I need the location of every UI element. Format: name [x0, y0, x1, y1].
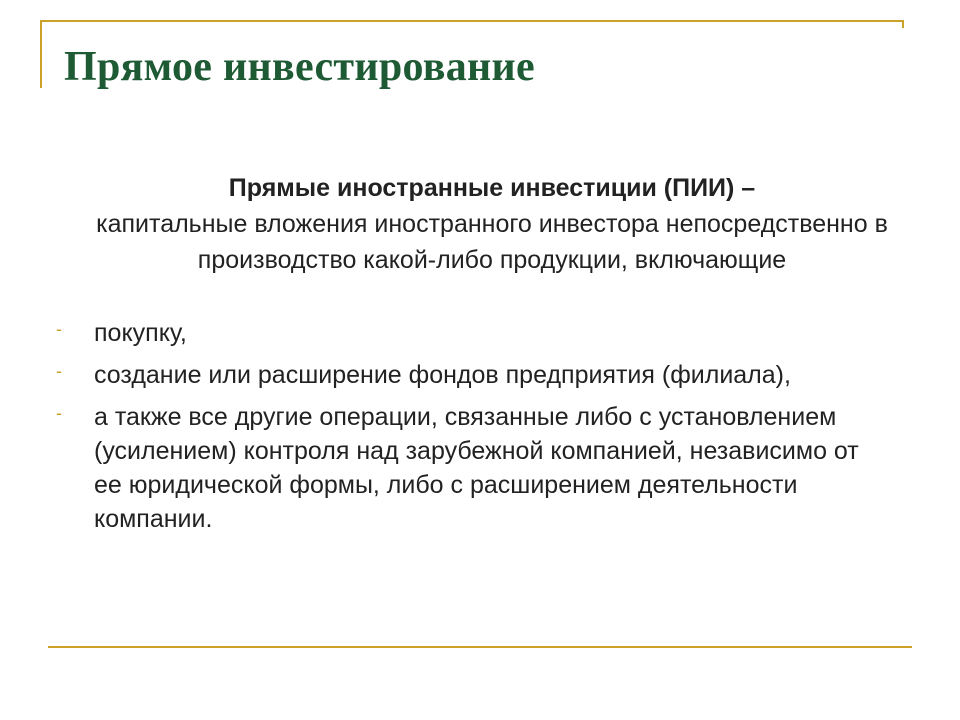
bullet-dash-icon: - — [56, 361, 62, 381]
bullet-dash-icon: - — [56, 403, 62, 423]
bullet-dash-icon: - — [56, 319, 62, 339]
frame-top-line — [40, 20, 904, 22]
list-item — [52, 358, 892, 392]
definition-paragraph — [92, 170, 892, 278]
frame-right-tick — [902, 20, 904, 28]
bullet-list — [52, 316, 892, 544]
list-item-text: а также все другие операции, связанные либо с установлением (усилением) контроля над зарубежной компанией, независимо от ее юридической формы, либо с расширением деятельности компании. — [94, 403, 859, 533]
slide-title: Прямое инвестирование — [64, 44, 535, 90]
list-item — [52, 316, 892, 350]
definition-text: капитальные вложения иностранного инвестора непосредственно в производство какой-либо продукции, включающие — [96, 210, 888, 274]
frame-left-line — [40, 20, 42, 88]
frame-bottom-line — [48, 646, 912, 648]
list-item-text: покупку, — [94, 319, 187, 347]
list-item — [52, 400, 892, 536]
list-item-text: создание или расширение фондов предприятия (филиала), — [94, 361, 791, 389]
definition-term: Прямые иностранные инвестиции (ПИИ) – — [228, 174, 756, 202]
